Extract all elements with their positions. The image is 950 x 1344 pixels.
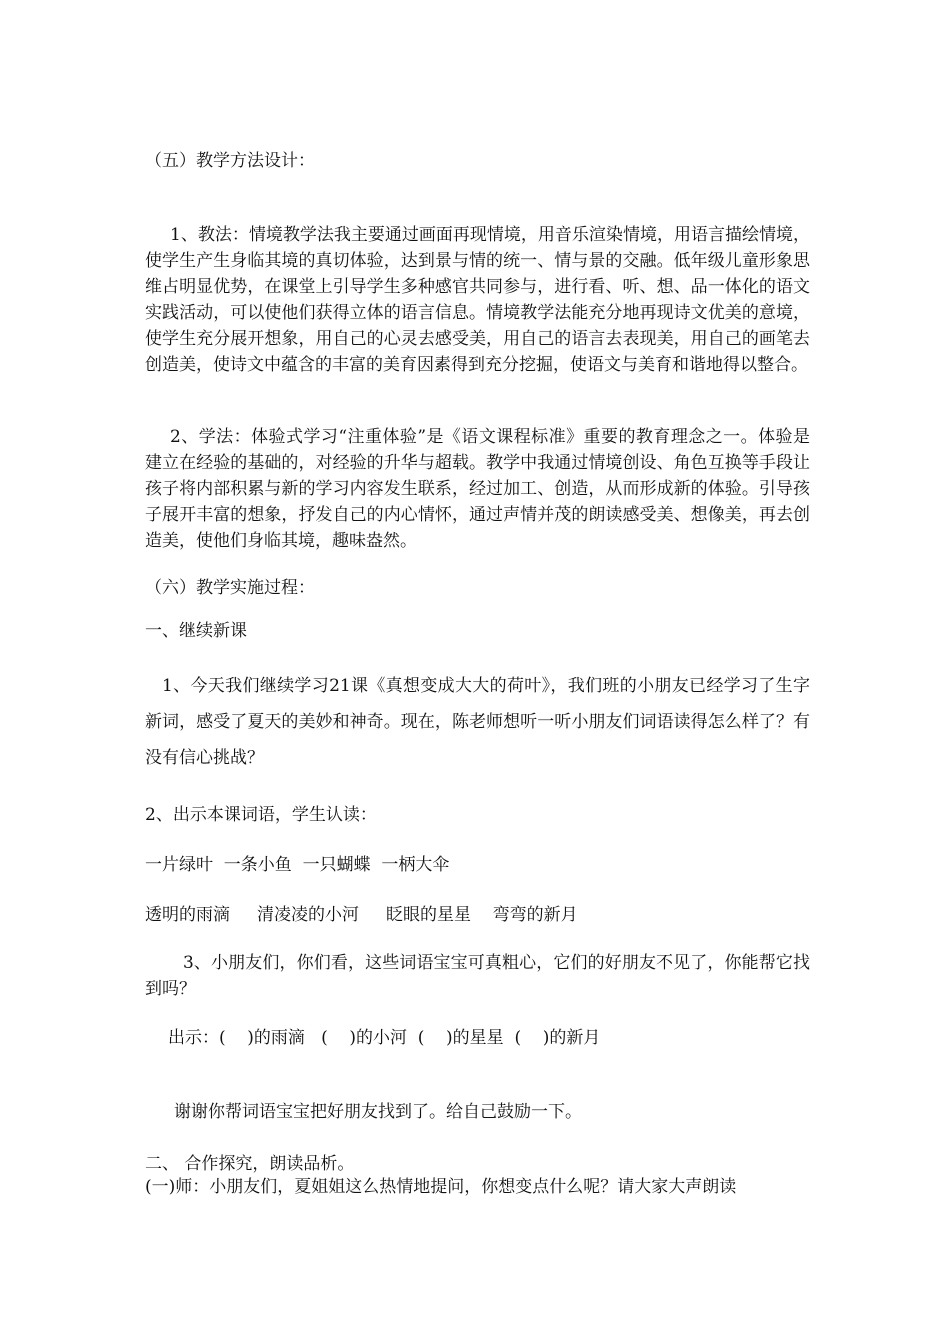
paragraph-learning-method: 2、学法：体验式学习“注重体验”是《语文课程标准》重要的教育理念之一。体验是建立在经验的基础的，对经验的升华与超载。教学中我通过情境创设、角色互换等手段让孩子将内部积累与新的学习内容发生联系，经过加工、创造，从而形成新的体验。引导孩子展开丰富的想象，抒发自己的内心情怀，通过声情并茂的朗读感受美、想像美，再去创造美，使他们身临其境，趣味盎然。 bbox=[145, 427, 810, 551]
part-2-heading: 二、 合作探究，朗读品析。 bbox=[145, 1154, 355, 1174]
show-fill-blanks: 出示：( )的雨滴 ( )的小河 ( )的星星 ( )的新月 bbox=[168, 1028, 601, 1048]
paragraph-teaching-method: 1、教法：情境教学法我主要通过画面再现情境，用音乐渲染情境，用语言描绘情境，使学生产生身临其境的真切体验，达到景与情的统一、情与景的交融。低年级儿童形象思维占明显优势，在课堂上引导学生多种感官共同参与，进行看、听、想、品一体化的语文实践活动，可以使他们获得立体的语言信息。情境教学法能充分地再现诗文优美的意境，使学生充分展开想象，用自己的心灵去感受美，用自己的语言去表现美，用自己的画笔去创造美，使诗文中蕴含的丰富的美育因素得到充分挖掘，使语文与美育和谐地得以整合。 bbox=[145, 225, 810, 375]
part-2-subsection: (一)师：小朋友们，夏姐姐这么热情地提问，你想变点什么呢？请大家大声朗读 bbox=[145, 1177, 737, 1197]
words-line-2: 透明的雨滴 清凌凌的小河 眨眼的星星 弯弯的新月 bbox=[145, 905, 578, 925]
step-3-text: 3、小朋友们，你们看，这些词语宝宝可真粗心，它们的好朋友不见了，你能帮它找到吗？ bbox=[145, 953, 810, 999]
section-5-heading: （五）教学方法设计： bbox=[145, 151, 315, 171]
words-line-1: 一片绿叶 一条小鱼 一只蝴蝶 一柄大伞 bbox=[145, 855, 450, 875]
thanks-line: 谢谢你帮词语宝宝把好朋友找到了。给自己鼓励一下。 bbox=[174, 1102, 582, 1122]
section-6-heading: （六）教学实施过程： bbox=[145, 578, 315, 598]
step-1-text: 1、今天我们继续学习21课《真想变成大大的荷叶》，我们班的小朋友已经学习了生字新词，感受了夏天的美妙和神奇。现在，陈老师想听一听小朋友们词语读得怎么样了？有没有信心挑战？ bbox=[145, 676, 810, 768]
part-1-heading: 一、继续新课 bbox=[145, 621, 247, 641]
step-2-text: 2、出示本课词语，学生认读： bbox=[145, 805, 377, 825]
